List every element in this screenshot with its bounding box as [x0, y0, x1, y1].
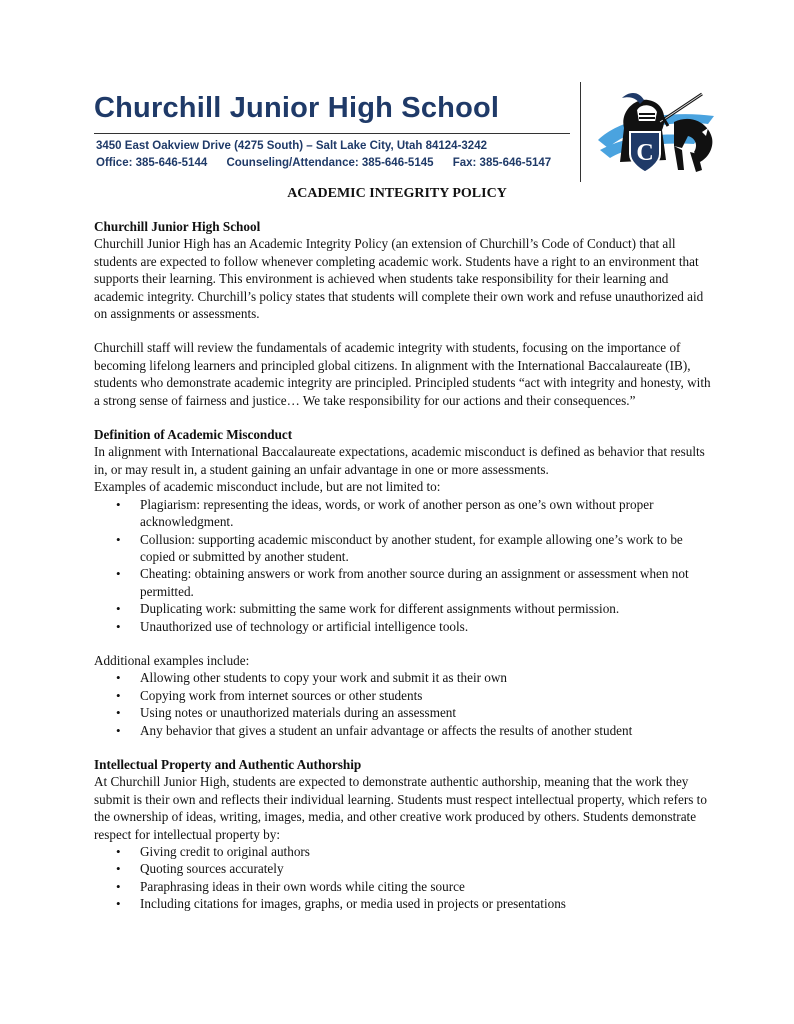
list-item: • Any behavior that gives a student an unfair advantage or affects the results of another student	[140, 722, 714, 739]
school-name: Churchill Junior High School	[94, 92, 500, 124]
header-vertical-divider	[580, 82, 581, 182]
paragraph-additional-intro: Additional examples include:	[94, 652, 250, 668]
paragraph-intro: Churchill Junior High has an Academic Integrity Policy (an extension of Churchill’s Code of Conduct) that all students are expected to follow whenever completing academic work. Students have a right to an environment that supports their learning. This environment is achieved when students take responsibility for their learning and academic integrity. Churchill’s policy states that students will complete their own work and refuse unauthorized aid on assignments or assessments.	[94, 236, 704, 322]
knight-mascot-logo-icon	[590, 88, 720, 178]
list-item: • Including citations for images, graphs, or media used in projects or presentations	[140, 895, 714, 912]
section-heading-intellectual-property: Intellectual Property and Authentic Authorship	[94, 756, 362, 772]
list-item: • Giving credit to original authors	[140, 843, 714, 860]
counseling-phone: Counseling/Attendance: 385-646-5145	[226, 157, 434, 169]
section-heading-misconduct: Definition of Academic Misconduct	[94, 427, 293, 443]
paragraph-principled: Churchill staff will review the fundamentals of academic integrity with students, focusing on the importance of becoming lifelong learners and principled global citizens. In alignment with the International Baccalaureate (IB), students who demonstrate academic integrity are principled. Principled students “act with integrity and honesty, with a strong sense of fairness and justice… We take responsibility for our actions and their consequences.”	[94, 340, 711, 408]
list-item: • Allowing other students to copy your work and submit it as their own	[140, 669, 714, 686]
header-divider	[94, 133, 570, 134]
list-item: • Copying work from internet sources or other students	[140, 687, 714, 704]
misconduct-list	[94, 496, 714, 635]
list-item: • Using notes or unauthorized materials during an assessment	[140, 704, 714, 721]
section-heading-school: Churchill Junior High School	[94, 219, 261, 234]
list-item: • Cheating: obtaining answers or work from another source during an assignment or assessment when not permitted.	[140, 565, 714, 600]
intellectual-property-list	[94, 843, 714, 913]
paragraph-examples-intro: Examples of academic misconduct include, but are not limited to:	[94, 479, 441, 495]
list-item: • Paraphrasing ideas in their own words while citing the source	[140, 878, 714, 895]
policy-title: ACADEMIC INTEGRITY POLICY	[287, 186, 507, 201]
office-phone: Office: 385-646-5144	[96, 157, 208, 169]
policy-body	[94, 218, 714, 913]
list-item: • Quoting sources accurately	[140, 860, 714, 877]
additional-examples-list	[94, 669, 714, 739]
list-item: • Collusion: supporting academic misconduct by another student, for example allowing one’s work to be copied or submitted by another student.	[140, 531, 714, 566]
paragraph-misconduct-definition: In alignment with International Baccalaureate expectations, academic misconduct is defined as behavior that results in, or may result in, a student gaining an unfair advantage in one or more assessments.	[94, 444, 705, 477]
svg-text:C: C	[636, 140, 654, 166]
fax-number: Fax: 385-646-5147	[452, 157, 552, 169]
list-item: • Duplicating work: submitting the same work for different assignments without permission.	[140, 600, 714, 617]
list-item: • Plagiarism: representing the ideas, words, or work of another person as one’s own without proper acknowledgment.	[140, 496, 714, 531]
paragraph-authorship: At Churchill Junior High, students are expected to demonstrate authentic authorship, meaning that the work they submit is their own and reflects their individual learning. Students must respect intellectual property, which refers to the ownership of ideas, writing, images, media, and other creative work produced by others. Students demonstrate respect for intellectual property by:	[94, 774, 707, 842]
list-item: • Unauthorized use of technology or artificial intelligence tools.	[140, 618, 714, 635]
contact-line	[96, 157, 567, 169]
school-address: 3450 East Oakview Drive (4275 South) – Salt Lake City, Utah 84124-3242	[96, 140, 487, 152]
